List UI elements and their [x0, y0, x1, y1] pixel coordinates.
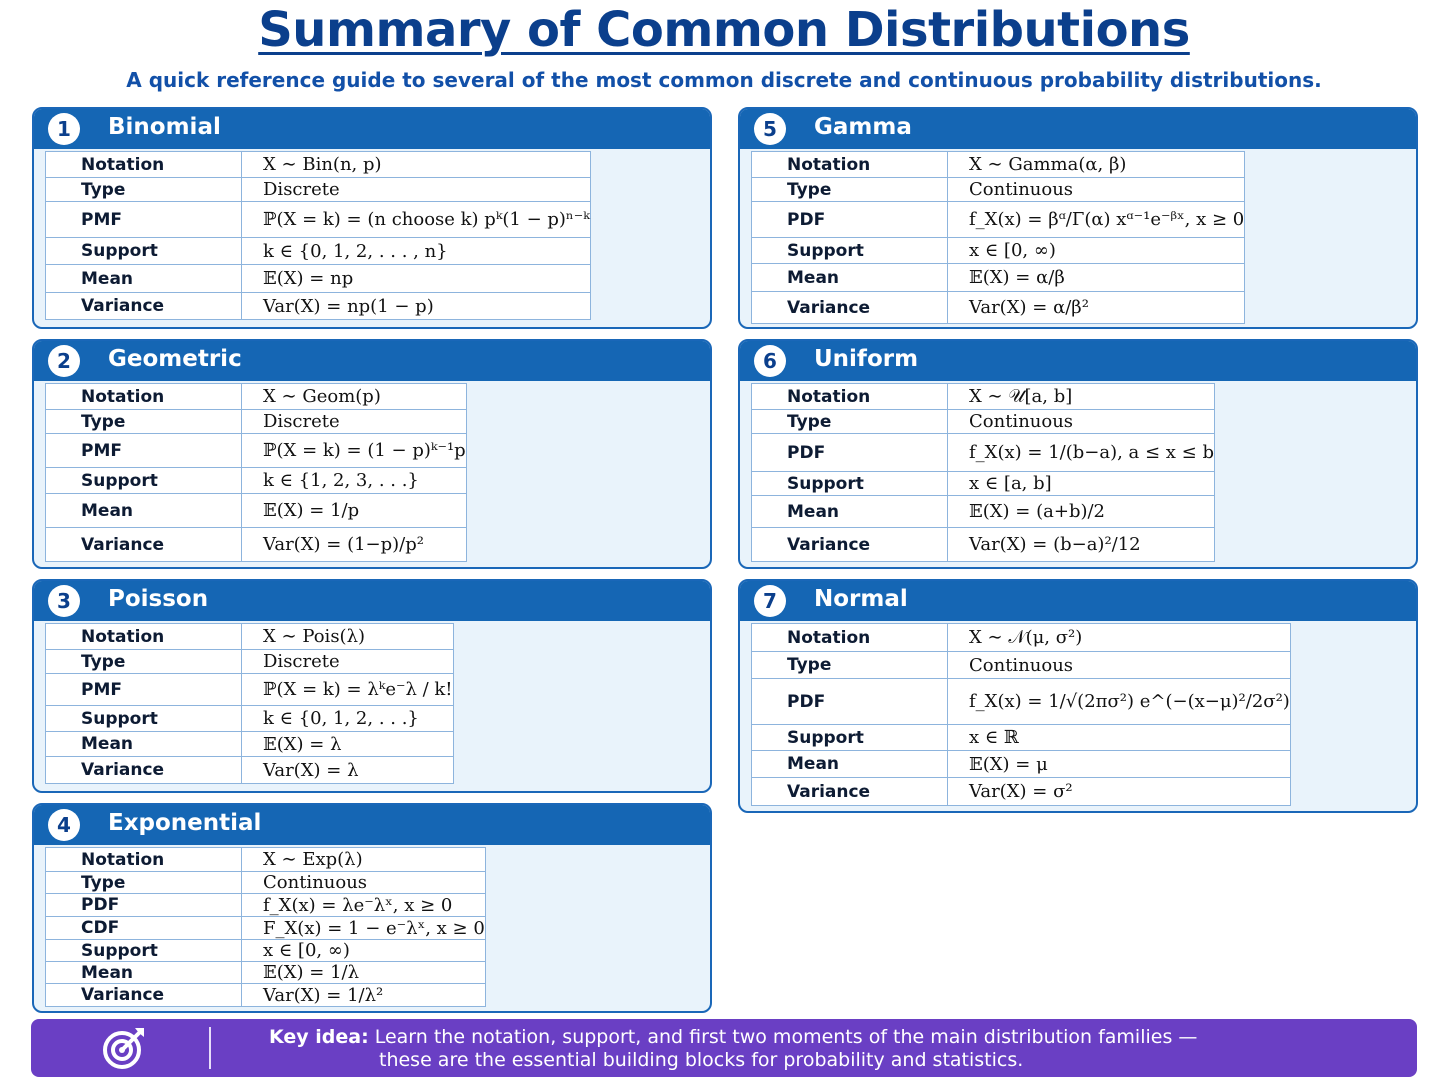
row-label: Support — [752, 472, 948, 496]
table-row — [752, 751, 1291, 778]
card-header — [34, 581, 710, 621]
row-value: 𝔼(X) = μ — [948, 751, 1291, 778]
row-label: Mean — [46, 265, 242, 293]
row-value: 𝔼(X) = λ — [242, 732, 454, 757]
row-value: x ∈ [0, ∞) — [242, 940, 486, 962]
card-gamma — [738, 107, 1418, 329]
card-number-badge: 1 — [48, 113, 80, 145]
table-row — [752, 384, 1215, 410]
key-idea-text — [269, 1026, 1197, 1072]
row-value: Discrete — [242, 178, 591, 202]
card-header — [740, 109, 1416, 149]
row-label: Variance — [46, 984, 242, 1007]
row-value: Discrete — [242, 410, 467, 434]
row-label: Support — [46, 468, 242, 494]
property-table — [751, 383, 1215, 562]
row-label: Variance — [752, 778, 948, 806]
row-value: Var(X) = (b−a)²/12 — [948, 528, 1215, 562]
table-row — [752, 624, 1291, 652]
table-row — [752, 434, 1215, 472]
table-row — [752, 152, 1245, 178]
row-value: X ∼ Geom(p) — [242, 384, 467, 410]
row-label: Variance — [46, 528, 242, 562]
card-number-badge: 6 — [754, 345, 786, 377]
row-label: Notation — [46, 384, 242, 410]
row-value: X ∼ 𝒩(μ, σ²) — [948, 624, 1291, 652]
row-label: PDF — [46, 894, 242, 917]
card-normal — [738, 579, 1418, 813]
page-subtitle: A quick reference guide to several of the most common discrete and continuous probability distributions. — [126, 68, 1322, 92]
row-value: x ∈ [a, b] — [948, 472, 1215, 496]
row-value: Continuous — [948, 178, 1245, 202]
table-row — [752, 238, 1245, 264]
card-header — [34, 109, 710, 149]
row-value: 𝔼(X) = 1/p — [242, 494, 467, 528]
row-label: PDF — [752, 679, 948, 725]
card-title: Poisson — [108, 586, 209, 612]
table-row — [752, 496, 1215, 528]
row-label: Variance — [46, 757, 242, 784]
card-number-badge: 2 — [48, 345, 80, 377]
row-label: Variance — [752, 292, 948, 324]
row-label: Support — [46, 706, 242, 732]
row-label: Support — [46, 940, 242, 962]
row-value: X ∼ Bin(n, p) — [242, 152, 591, 178]
table-row — [46, 984, 486, 1007]
table-row — [46, 732, 454, 757]
table-row — [752, 528, 1215, 562]
table-row — [46, 384, 467, 410]
table-row — [46, 917, 486, 940]
table-row — [752, 679, 1291, 725]
table-row — [46, 293, 591, 320]
table-row — [46, 872, 486, 894]
row-value: X ∼ Gamma(α, β) — [948, 152, 1245, 178]
row-label: Mean — [752, 496, 948, 528]
row-value: X ∼ Pois(λ) — [242, 624, 454, 650]
table-row — [46, 494, 467, 528]
row-value: Var(X) = σ² — [948, 778, 1291, 806]
key-idea-line1: Learn the notation, support, and first two moments of the main distribution families — — [374, 1026, 1198, 1048]
row-value: x ∈ ℝ — [948, 725, 1291, 751]
row-label: Type — [752, 178, 948, 202]
row-label: Notation — [46, 152, 242, 178]
table-row — [46, 178, 591, 202]
table-row — [46, 624, 454, 650]
card-uniform — [738, 339, 1418, 569]
card-header — [34, 341, 710, 381]
row-value: 𝔼(X) = np — [242, 265, 591, 293]
key-idea-line2: these are the essential building blocks for probability and statistics. — [379, 1049, 1024, 1071]
card-title: Normal — [814, 586, 908, 612]
card-header — [740, 581, 1416, 621]
row-value: 𝔼(X) = 1/λ — [242, 962, 486, 984]
row-label: PMF — [46, 202, 242, 238]
row-value: Var(X) = (1−p)/p² — [242, 528, 467, 562]
property-table — [751, 151, 1245, 324]
table-row — [46, 894, 486, 917]
row-label: Notation — [752, 384, 948, 410]
row-label: CDF — [46, 917, 242, 940]
card-number-badge: 7 — [754, 585, 786, 617]
card-poisson — [32, 579, 712, 793]
row-value: Var(X) = 1/λ² — [242, 984, 486, 1007]
property-table — [45, 383, 467, 562]
row-value: Var(X) = λ — [242, 757, 454, 784]
table-row — [46, 265, 591, 293]
table-row — [752, 472, 1215, 496]
row-label: Notation — [46, 848, 242, 872]
table-row — [46, 468, 467, 494]
row-value: Continuous — [948, 410, 1215, 434]
row-label: Mean — [752, 751, 948, 778]
row-value: f_X(x) = λe⁻λˣ, x ≥ 0 — [242, 894, 486, 917]
row-label: Mean — [46, 494, 242, 528]
row-value: f_X(x) = 1/(b−a), a ≤ x ≤ b — [948, 434, 1215, 472]
row-value: ℙ(X = k) = (n choose k) pᵏ(1 − p)ⁿ⁻ᵏ — [242, 202, 591, 238]
row-label: Type — [46, 178, 242, 202]
card-binomial — [32, 107, 712, 329]
row-label: Notation — [752, 152, 948, 178]
card-title: Geometric — [108, 346, 242, 372]
table-row — [752, 264, 1245, 292]
row-value: X ∼ Exp(λ) — [242, 848, 486, 872]
table-row — [46, 410, 467, 434]
table-row — [752, 652, 1291, 679]
row-value: x ∈ [0, ∞) — [948, 238, 1245, 264]
row-value: 𝔼(X) = α/β — [948, 264, 1245, 292]
row-value: ℙ(X = k) = (1 − p)ᵏ⁻¹p — [242, 434, 467, 468]
table-row — [46, 706, 454, 732]
row-value: ℙ(X = k) = λᵏe⁻λ / k! — [242, 674, 454, 706]
card-title: Binomial — [108, 114, 221, 140]
row-label: PMF — [46, 434, 242, 468]
card-header — [34, 805, 710, 845]
table-row — [752, 178, 1245, 202]
card-number-badge: 3 — [48, 585, 80, 617]
table-row — [752, 410, 1215, 434]
table-row — [46, 650, 454, 674]
row-value: F_X(x) = 1 − e⁻λˣ, x ≥ 0 — [242, 917, 486, 940]
row-value: Var(X) = np(1 − p) — [242, 293, 591, 320]
row-label: Type — [46, 872, 242, 894]
row-value: f_X(x) = βᵅ/Γ(α) xᵅ⁻¹e⁻ᵝˣ, x ≥ 0 — [948, 202, 1245, 238]
table-row — [46, 202, 591, 238]
table-row — [752, 202, 1245, 238]
card-number-badge: 5 — [754, 113, 786, 145]
row-label: Support — [752, 238, 948, 264]
row-value: Continuous — [948, 652, 1291, 679]
row-label: Variance — [752, 528, 948, 562]
property-table — [751, 623, 1291, 806]
card-number-badge: 4 — [48, 809, 80, 841]
table-row — [46, 528, 467, 562]
row-label: Type — [752, 410, 948, 434]
property-table — [45, 151, 591, 320]
row-label: Notation — [46, 624, 242, 650]
row-value: Discrete — [242, 650, 454, 674]
key-idea-label: Key idea: — [269, 1026, 369, 1048]
page-title: Summary of Common Distributions — [258, 2, 1190, 58]
row-value: k ∈ {1, 2, 3, . . .} — [242, 468, 467, 494]
card-title: Exponential — [108, 810, 262, 836]
card-title: Gamma — [814, 114, 912, 140]
key-idea-divider — [209, 1027, 211, 1069]
key-idea-bar — [31, 1019, 1417, 1077]
table-row — [46, 434, 467, 468]
row-label: PDF — [752, 434, 948, 472]
target-icon — [101, 1025, 147, 1071]
card-header — [740, 341, 1416, 381]
row-value: f_X(x) = 1/√(2πσ²) e^(−(x−μ)²/2σ²) — [948, 679, 1291, 725]
table-row — [46, 757, 454, 784]
row-label: Mean — [46, 732, 242, 757]
row-label: Mean — [752, 264, 948, 292]
table-row — [46, 674, 454, 706]
property-table — [45, 623, 454, 784]
table-row — [46, 238, 591, 265]
table-row — [46, 152, 591, 178]
row-label: Support — [46, 238, 242, 265]
row-value: Continuous — [242, 872, 486, 894]
table-row — [46, 962, 486, 984]
row-label: Type — [752, 652, 948, 679]
card-geometric — [32, 339, 712, 569]
row-label: Support — [752, 725, 948, 751]
card-exponential — [32, 803, 712, 1013]
row-label: Notation — [752, 624, 948, 652]
row-value: k ∈ {0, 1, 2, . . . , n} — [242, 238, 591, 265]
table-row — [752, 292, 1245, 324]
table-row — [46, 848, 486, 872]
row-value: Var(X) = α/β² — [948, 292, 1245, 324]
row-value: k ∈ {0, 1, 2, . . .} — [242, 706, 454, 732]
table-row — [46, 940, 486, 962]
table-row — [752, 778, 1291, 806]
row-label: PMF — [46, 674, 242, 706]
row-label: PDF — [752, 202, 948, 238]
property-table — [45, 847, 486, 1007]
row-value: X ∼ 𝒰[a, b] — [948, 384, 1215, 410]
row-label: Type — [46, 650, 242, 674]
row-label: Type — [46, 410, 242, 434]
card-title: Uniform — [814, 346, 919, 372]
row-label: Mean — [46, 962, 242, 984]
row-value: 𝔼(X) = (a+b)/2 — [948, 496, 1215, 528]
row-label: Variance — [46, 293, 242, 320]
table-row — [752, 725, 1291, 751]
